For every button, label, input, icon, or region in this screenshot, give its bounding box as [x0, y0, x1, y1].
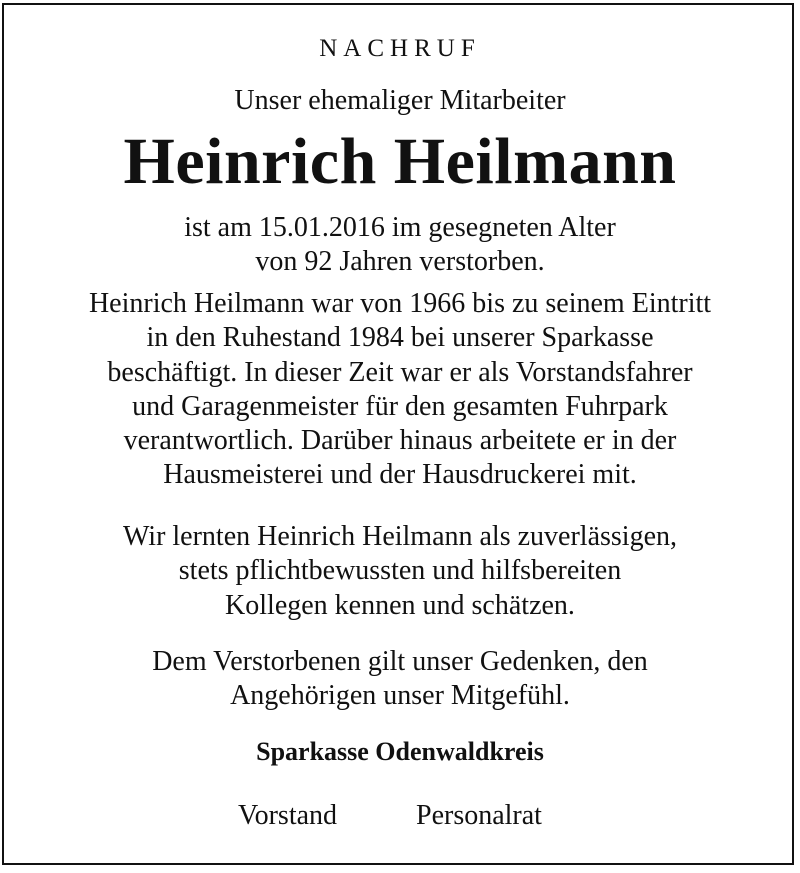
text-line: Heinrich Heilmann war von 1966 bis zu seinem Eintritt	[88, 288, 712, 319]
text-line: Kollegen kennen und schätzen.	[225, 589, 575, 621]
text-line: Wir lernten Heinrich Heilmann als zuverlässigen,	[122, 521, 677, 552]
text-line: Angehörigen unser Mitgefühl.	[230, 680, 570, 712]
text-line: von 92 Jahren verstorben.	[255, 246, 545, 278]
condolence-paragraph	[20, 645, 780, 714]
tribute-paragraph	[20, 520, 780, 623]
text-line: beschäftigt. In dieser Zeit war er als Vorstandsfahrer	[107, 356, 693, 388]
text-line: Hausmeisterei und der Hausdruckerei mit.	[163, 459, 637, 491]
notice-subtitle: Unser ehemaliger Mitarbeiter	[234, 85, 566, 116]
text-line: ist am 15.01.2016 im gesegneten Alter	[184, 212, 616, 243]
text-line: in den Ruhestand 1984 bei unserer Sparkasse	[146, 322, 654, 354]
career-paragraph	[20, 287, 780, 493]
text-line: Dem Verstorbenen gilt unser Gedenken, den	[152, 646, 648, 677]
deceased-name: Heinrich Heilmann	[123, 125, 677, 198]
text-line: und Garagenmeister für den gesamten Fuhrpark	[132, 390, 668, 422]
organization-name: Sparkasse Odenwaldkreis	[256, 737, 544, 766]
death-announcement	[20, 211, 780, 280]
signatory-staff-council: Personalrat	[416, 800, 542, 831]
notice-heading: NACHRUF	[319, 35, 481, 62]
text-line: verantwortlich. Darüber hinaus arbeitete er in der	[123, 425, 677, 457]
signatory-board: Vorstand	[238, 800, 338, 831]
text-line: stets pflichtbewussten und hilfsbereiten	[178, 555, 622, 587]
